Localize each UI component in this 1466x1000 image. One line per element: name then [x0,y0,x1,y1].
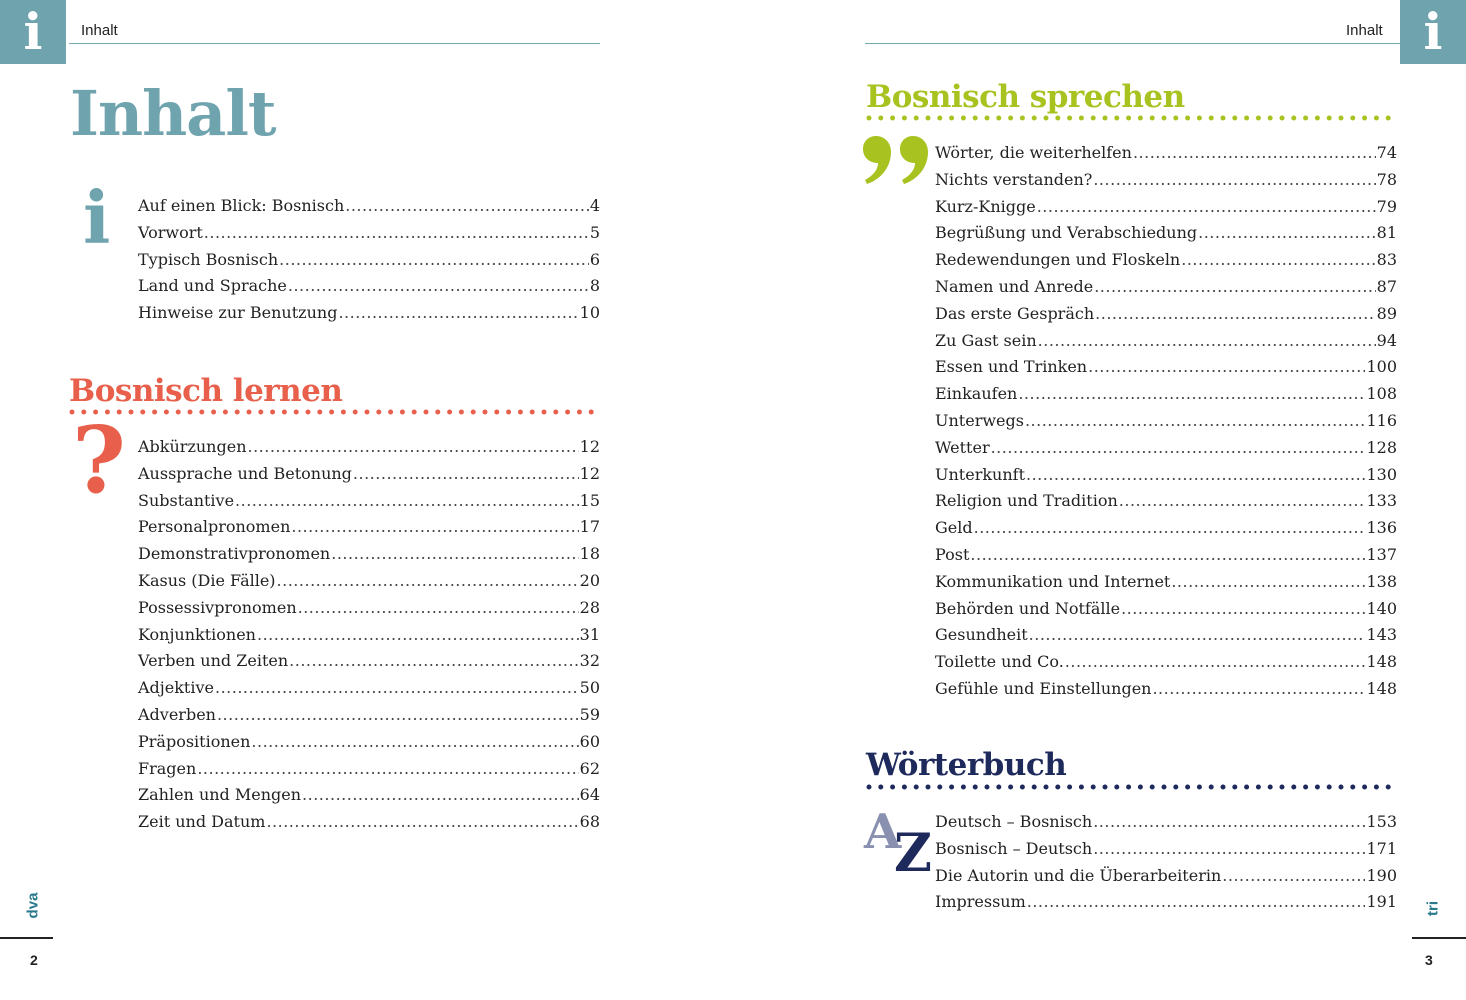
toc-entry-page: 50 [579,678,600,698]
toc-entry-page: 12 [579,463,600,483]
info-icon: i [83,175,111,260]
toc-entry-title: Präpositionen [138,731,251,751]
toc-dot-leader [289,651,578,670]
toc-entry-page: 78 [1376,169,1397,189]
toc-entry-page: 108 [1366,384,1397,404]
toc-dot-leader [302,785,579,804]
a-z-dictionary-icon [864,804,934,884]
toc-entry-title: Begrüßung und Verabschiedung [935,223,1198,243]
toc-dot-leader [1119,491,1366,510]
toc-dot-leader [1198,223,1376,242]
toc-entry-title: Zeit und Datum [138,812,266,832]
toc-dot-leader [345,196,589,215]
toc-entry-title: Einkaufen [935,384,1018,404]
toc-entry-page: 148 [1366,652,1397,672]
dotted-rule-woerterbuch [866,784,1400,790]
page-number-left: 2 [30,952,38,968]
toc-entry[interactable] [935,223,1397,250]
toc-dot-leader [1095,304,1376,323]
toc-dot-leader [1093,170,1375,189]
toc-entry-page: 100 [1366,357,1397,377]
toc-entry-title: Bosnisch – Deutsch [935,838,1093,858]
info-corner-icon: i [0,0,66,64]
question-icon: ? [72,406,126,514]
toc-entry[interactable] [935,438,1397,465]
toc-entry-title: Geld [935,518,973,538]
toc-entry-page: 64 [579,785,600,805]
toc-entry-title: Deutsch – Bosnisch [935,812,1093,831]
toc-entry-title: Namen und Anrede [935,276,1094,296]
toc-dot-leader [1093,839,1365,858]
toc-entry[interactable] [138,517,600,544]
toc-entry-page: 28 [579,597,600,617]
toc-entry[interactable] [935,599,1397,626]
toc-entry-page: 60 [579,731,600,751]
toc-entry-title: Kurz-Knigge [935,196,1036,216]
section-title-bosnisch-lernen: Bosnisch lernen [69,373,343,409]
toc-entry[interactable] [935,170,1397,197]
toc-dot-leader [1025,411,1366,430]
header-rule-right [865,43,1400,44]
toc-entry-page: 6 [589,249,600,269]
toc-entry-page: 153 [1366,812,1397,831]
toc-entry[interactable] [138,651,600,678]
toc-dot-leader [235,491,579,510]
toc-entry-page: 89 [1376,303,1397,323]
toc-entry[interactable] [138,250,600,277]
toc-entry[interactable] [935,411,1397,438]
toc-entry-page: 4 [589,196,600,215]
toc-dot-leader [1094,277,1375,296]
toc-dot-leader [970,545,1365,564]
toc-entry-title: Demonstrativpronomen [138,544,331,564]
toc-entry-title: Personalpronomen [138,517,291,537]
section-title-woerterbuch: Wörterbuch [866,747,1067,783]
toc-entry[interactable] [935,197,1397,224]
side-word-left: dva [24,892,42,919]
toc-entry-page: 32 [579,651,600,671]
toc-entry-page: 8 [589,276,600,296]
toc-dot-leader [1027,892,1366,911]
toc-dot-leader [1026,465,1365,484]
toc-entry[interactable] [935,572,1397,599]
toc-entry[interactable] [138,705,600,732]
toc-entry[interactable] [138,464,600,491]
toc-entry-title: Abkürzungen [138,437,247,456]
running-header-right: Inhalt [1346,22,1383,39]
toc-entry-page: 18 [579,544,600,564]
toc-entry-title: Essen und Trinken [935,357,1088,377]
toc-entry[interactable] [138,571,600,598]
toc-dot-leader [1018,384,1365,403]
toc-entry[interactable] [935,812,1397,839]
toc-entry-title: Hinweise zur Benutzung [138,303,338,323]
toc-entry-title: Gefühle und Einstellungen [935,678,1152,698]
footer-rule-left [0,937,53,939]
dotted-rule-lernen [69,409,603,415]
toc-entry[interactable] [138,759,600,786]
toc-entry[interactable] [935,465,1397,492]
toc-sprechen-list [935,143,1397,706]
toc-dot-leader [279,250,589,269]
toc-entry[interactable] [138,196,600,223]
toc-entry[interactable] [138,544,600,571]
toc-entry[interactable] [138,678,600,705]
toc-entry[interactable] [138,491,600,518]
toc-entry[interactable] [138,785,600,812]
toc-entry-page: 31 [579,624,600,644]
toc-entry[interactable] [935,357,1397,384]
toc-dot-leader [331,544,578,563]
toc-dot-leader [204,223,589,242]
toc-entry-title: Redewendungen und Floskeln [935,250,1181,270]
toc-dot-leader [298,598,579,617]
toc-entry-title: Behörden und Notfälle [935,598,1121,618]
toc-entry-page: 17 [579,517,600,537]
toc-entry-page: 136 [1366,518,1397,538]
toc-entry[interactable] [935,331,1397,358]
toc-entry-page: 59 [579,704,600,724]
toc-dot-leader [991,438,1366,457]
toc-entry-page: 62 [579,758,600,778]
toc-entry-title: Unterkunft [935,464,1025,484]
toc-dot-leader [1133,143,1376,162]
toc-entry[interactable] [935,652,1397,679]
toc-dot-leader [1065,652,1366,671]
section-title-bosnisch-sprechen: Bosnisch sprechen [866,79,1185,115]
side-word-right: tri [1424,901,1442,916]
toc-entry-title: Aussprache und Betonung [138,463,352,483]
toc-entry-title: Kommunikation und Internet [935,571,1171,591]
toc-entry-page: 140 [1366,598,1397,618]
toc-entry-title: Substantive [138,490,235,510]
toc-dot-leader [277,571,579,590]
letter-a-icon: A [864,804,902,860]
toc-entry-page: 15 [579,490,600,510]
toc-dot-leader [1038,331,1376,350]
toc-entry[interactable] [138,437,600,464]
toc-entry[interactable] [935,839,1397,866]
toc-dot-leader [1222,866,1365,885]
toc-entry-page: 130 [1366,464,1397,484]
toc-entry-title: Das erste Gespräch [935,303,1095,323]
toc-entry[interactable] [935,277,1397,304]
toc-entry-page: 87 [1376,276,1397,296]
toc-entry[interactable] [138,223,600,250]
toc-entry-page: 133 [1366,491,1397,511]
dotted-rule-sprechen [866,115,1400,121]
toc-entry-page: 148 [1366,678,1397,698]
toc-entry-page: 191 [1366,892,1397,912]
toc-entry[interactable] [935,679,1397,706]
toc-entry-page: 143 [1366,625,1397,645]
toc-entry[interactable] [935,892,1397,919]
toc-entry-title: Verben und Zeiten [138,651,289,671]
toc-entry-title: Post [935,544,970,564]
toc-entry[interactable] [935,518,1397,545]
toc-dot-leader [1181,250,1375,269]
header-rule-left [69,43,600,44]
toc-entry-page: 138 [1366,571,1397,591]
quote-icon [862,134,932,186]
toc-entry-page: 128 [1366,437,1397,457]
toc-entry-title: Zahlen und Mengen [138,785,302,805]
toc-entry-page: 20 [579,570,600,590]
toc-entry-title: Wetter [935,437,990,457]
toc-entry-page: 81 [1376,223,1397,243]
toc-entry-title: Adverben [138,704,216,724]
toc-entry-page: 171 [1366,838,1397,858]
toc-entry[interactable] [935,491,1397,518]
toc-entry[interactable] [935,545,1397,572]
toc-entry[interactable] [138,812,600,839]
toc-dot-leader [251,732,578,751]
toc-dot-leader [266,812,578,831]
toc-entry[interactable] [935,866,1397,893]
toc-entry-page: 12 [579,437,600,456]
toc-entry-title: Zu Gast sein [935,330,1037,350]
toc-dot-leader [974,518,1366,537]
toc-dot-leader [338,303,578,322]
toc-entry[interactable] [935,304,1397,331]
toc-dot-leader [1037,197,1376,216]
toc-entry-title: Impressum [935,892,1026,912]
page-number-right: 3 [1425,952,1433,968]
toc-entry-title: Typisch Bosnisch [138,249,279,269]
toc-dot-leader [248,437,579,456]
toc-entry-title: Religion und Tradition [935,491,1118,511]
toc-entry-title: Unterwegs [935,410,1024,430]
toc-entry-title: Fragen [138,758,197,778]
toc-entry-title: Auf einen Blick: Bosnisch [138,196,345,215]
toc-entry-page: 10 [579,303,600,323]
toc-entry[interactable] [138,732,600,759]
toc-entry-page: 74 [1376,143,1397,162]
running-header-left: Inhalt [81,22,118,39]
toc-dot-leader [1093,812,1365,831]
toc-entry-title: Adjektive [138,678,214,698]
toc-entry-page: 79 [1376,196,1397,216]
toc-entry-page: 116 [1366,410,1397,430]
toc-entry[interactable] [935,143,1397,170]
toc-entry[interactable] [138,598,600,625]
toc-dot-leader [353,464,579,483]
toc-entry-title: Kasus (Die Fälle) [138,570,276,590]
info-corner-icon-right: i [1400,0,1466,64]
toc-entry-title: Nichts verstanden? [935,169,1093,189]
toc-entry-title: Land und Sprache [138,276,287,296]
page-title: Inhalt [70,77,276,150]
toc-dot-leader [217,705,579,724]
toc-dot-leader [1088,357,1365,376]
toc-entry[interactable] [935,625,1397,652]
toc-entry-title: Possessivpronomen [138,597,297,617]
toc-dot-leader [1029,625,1366,644]
toc-entry-title: Konjunktionen [138,624,256,644]
toc-entry-page: 94 [1376,330,1397,350]
toc-entry-title: Gesundheit [935,625,1028,645]
toc-dot-leader [288,276,589,295]
toc-entry[interactable] [935,384,1397,411]
toc-entry-title: Die Autorin und die Überarbeiterin [935,865,1222,885]
toc-entry[interactable] [138,276,600,303]
toc-entry-page: 83 [1376,250,1397,270]
toc-entry-title: Vorwort [138,222,203,242]
letter-z-icon: Z [894,823,932,884]
toc-dot-leader [215,678,579,697]
toc-dot-leader [291,517,578,536]
toc-entry-page: 68 [579,812,600,832]
toc-dot-leader [197,759,578,778]
toc-entry-title: Toilette und Co. [935,652,1064,672]
toc-dot-leader [1152,679,1365,698]
toc-entry[interactable] [138,303,600,330]
toc-entry[interactable] [935,250,1397,277]
toc-entry-page: 5 [589,222,600,242]
toc-dot-leader [1121,599,1365,618]
toc-entry-page: 190 [1366,865,1397,885]
toc-entry-title: Wörter, die weiterhelfen [935,143,1132,162]
toc-dot-leader [1171,572,1365,591]
toc-lernen-list [138,437,600,839]
footer-rule-right [1412,937,1466,939]
toc-entry-page: 137 [1366,544,1397,564]
toc-intro-list [138,196,600,330]
toc-dot-leader [257,625,579,644]
toc-entry[interactable] [138,625,600,652]
toc-woerterbuch-list [935,812,1397,919]
